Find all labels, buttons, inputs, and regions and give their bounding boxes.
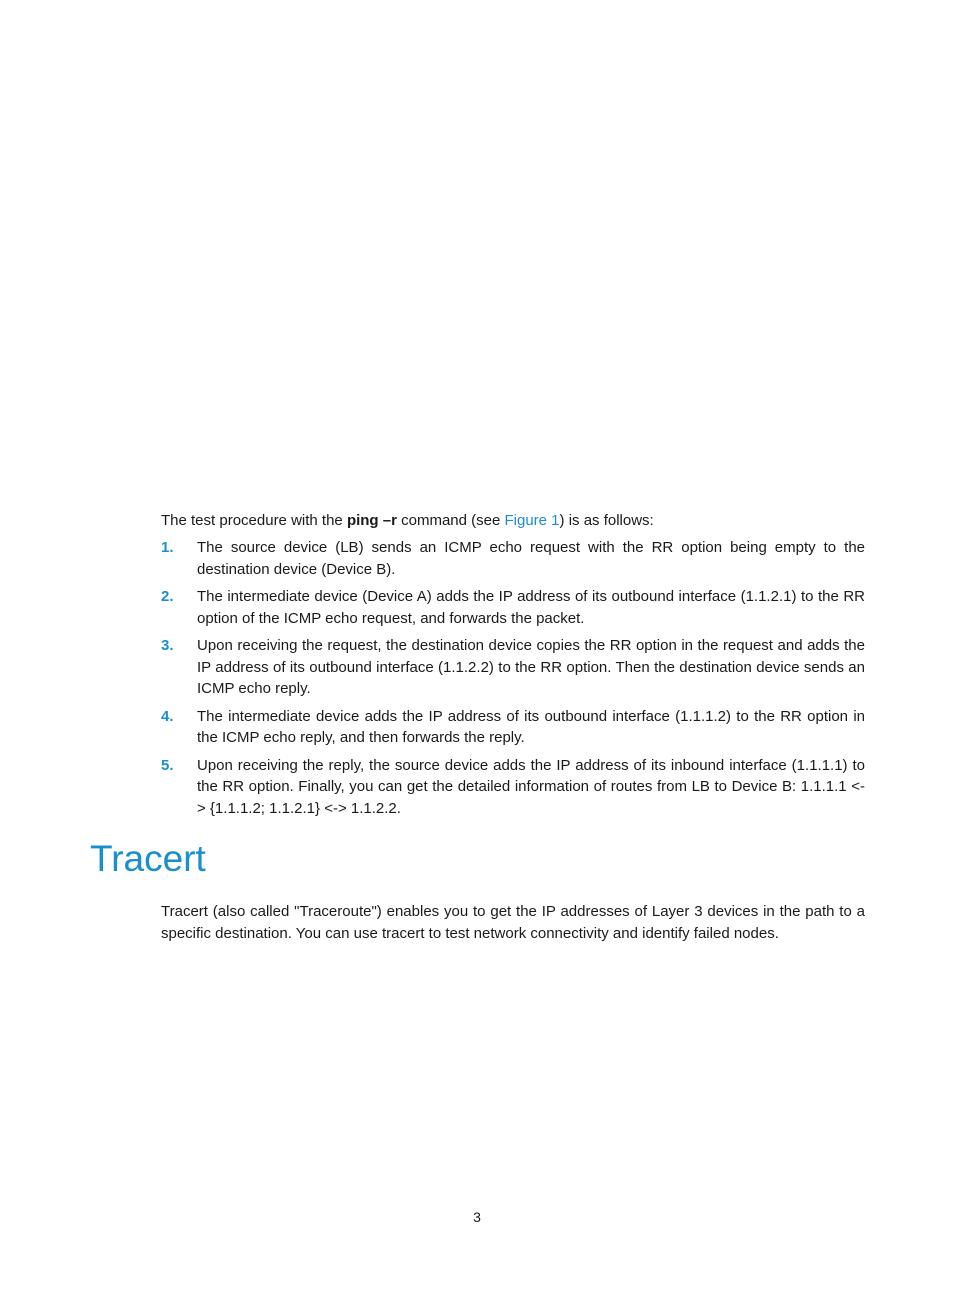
step-item: [161, 586, 865, 629]
section-paragraph: Tracert (also called "Traceroute") enables you to get the IP addresses of Layer 3 devices in the path to a specific destination. You can use tracert to test network connectivity and identify failed nodes.: [161, 903, 865, 942]
step-text: Upon receiving the reply, the source device adds the IP address of its inbound interface (1.1.1.1) to the RR option. Finally, you can get the detailed information of routes from LB to Device B: 1.1.1.1 <-> {1.1.1.2; 1.1.2.1} <-> 1.1.2.2.: [197, 756, 865, 817]
step-item: [161, 537, 865, 580]
ping-command: ping –r: [346, 512, 397, 529]
page-number: 3: [473, 1209, 481, 1225]
procedure-steps: [161, 537, 865, 825]
step-item: [161, 635, 865, 700]
step-text: The intermediate device (Device A) adds the IP address of its outbound interface (1.1.2.1) to the RR option of the ICMP echo request, and forwards the packet.: [197, 588, 865, 627]
intro-middle: command (see: [396, 512, 505, 529]
figure-link[interactable]: Figure 1: [504, 512, 560, 529]
step-item: [161, 755, 865, 820]
step-text: Upon receiving the request, the destination device copies the RR option in the request and adds the IP address of its outbound interface (1.1.2.2) to the RR option. Then the destination device sends an ICMP echo reply.: [197, 637, 865, 697]
intro-suffix: ) is as follows:: [559, 512, 654, 529]
step-number: 1.: [161, 539, 174, 556]
step-text: The source device (LB) sends an ICMP echo request with the RR option being empty to the destination device (Device B).: [197, 539, 865, 578]
section-title: Tracert: [90, 838, 206, 879]
step-number: 2.: [161, 588, 174, 605]
intro-paragraph: [161, 510, 871, 531]
step-number: 3.: [161, 637, 174, 654]
step-number: 5.: [161, 756, 174, 774]
step-text: The intermediate device adds the IP address of its outbound interface (1.1.1.2) to the RR option in the ICMP echo reply, and then forwards the reply.: [197, 707, 865, 746]
step-item: [161, 706, 865, 749]
step-number: 4.: [161, 707, 174, 725]
intro-prefix: The test procedure with the: [161, 512, 347, 529]
